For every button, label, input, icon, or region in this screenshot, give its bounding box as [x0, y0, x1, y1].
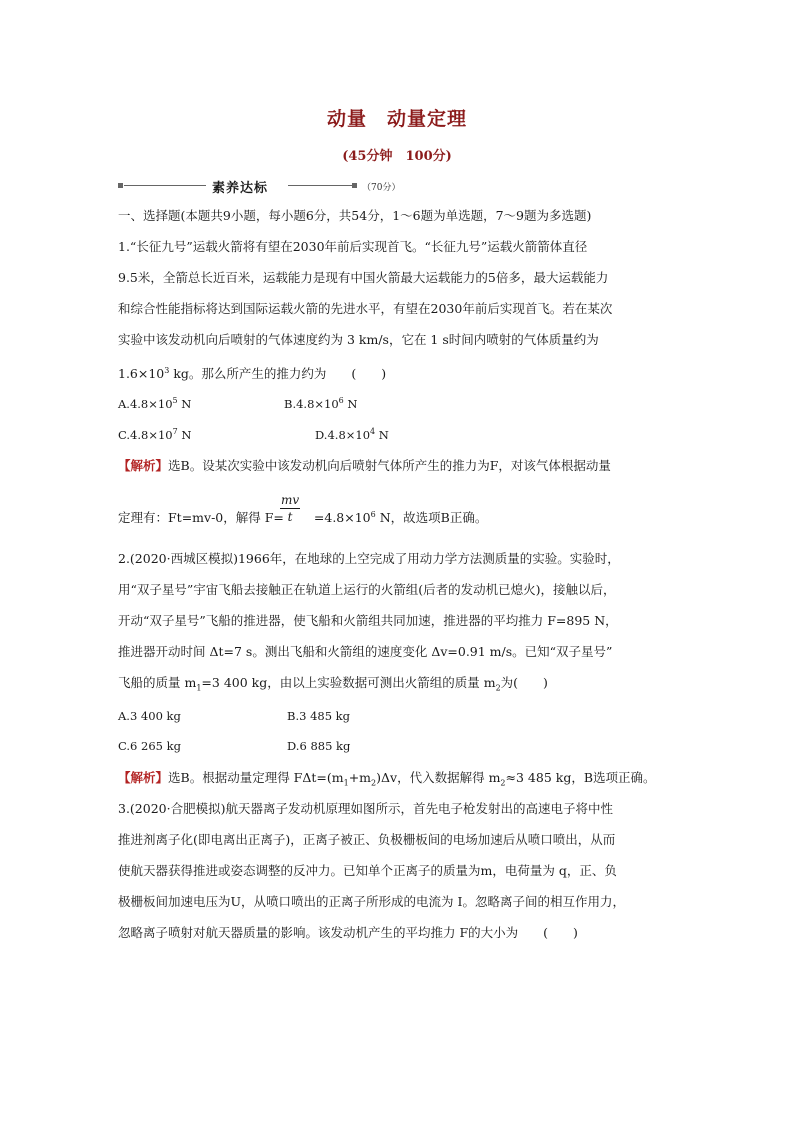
q1-line-last: [118, 362, 678, 383]
q1-line: 1.“长征九号”运载火箭将有望在2030年前后实现首飞。“长征九号”运载火箭箭体直径: [118, 239, 588, 254]
section-points: （70分）: [362, 183, 401, 193]
q2-option-a: A.3 400 kg: [118, 709, 181, 723]
part1-heading: 一、选择题(本题共9小题，每小题6分，共54分，1～6题为单选题，7～9题为多选题): [118, 208, 592, 223]
q1-option-b: $B.4.8\times 10^6$ N: [284, 396, 358, 411]
q2-line: 开动“双子星号”飞船的推进器，使飞船和火箭组共同加速，推进器的平均推力 F=895 N，: [118, 613, 618, 628]
q2-line: 2.(2020·西城区模拟)1966年，在地球的上空完成了用动力学方法测质量的实验。实验时，: [118, 551, 620, 566]
q1-analysis-line1: 【解析】选B。设某次实验中该发动机向后喷射气体所产生的推力为F，对该气体根据动量: [118, 458, 611, 473]
page-title: 动量 动量定理: [326, 108, 467, 130]
banner-right-line: [288, 185, 352, 186]
analysis-tag: 【解析】: [118, 770, 169, 785]
q2-option-d: D.6 885 kg: [287, 739, 351, 753]
q2-line-last: 飞船的质量 $m_1=3$ 400 kg，由以上实验数据可测出火箭组的质量 $m_2$为( ): [118, 675, 548, 693]
banner-left-line: [124, 185, 206, 186]
q1-option-d: $D.4.8\times 10^4$ N: [315, 427, 389, 442]
q2-option-b: B.3 485 kg: [287, 709, 351, 723]
q3-line: 使航天器获得推进或姿态调整的反冲力。已知单个正离子的质量为m，电荷量为 q，正、负: [118, 863, 617, 878]
banner-right-dot: [352, 183, 357, 188]
q1-question-tail: kg。那么所产生的推力约为 ( ): [169, 366, 387, 382]
section-label: 素养达标: [212, 181, 269, 196]
q3-line: 3.(2020·合肥模拟)航天器离子发动机原理如图所示，首先电子枪发射出的高速电子将中性: [118, 801, 613, 816]
q3-line: 推进剂离子化(即电离出正离子)，正离子被正、负极栅板间的电场加速后从喷口喷出，从而: [118, 832, 616, 847]
q1-option-c: $C.4.8\times 10^7$ N: [118, 427, 192, 442]
q1-mass-exp: 3: [164, 366, 170, 375]
page-subtitle: (45分钟 100分): [342, 149, 452, 164]
q1-line: 9.5米，全箭总长近百米，运载能力是现有中国火箭最大运载能力的5倍多，最大运载能力: [118, 270, 609, 285]
q1-fraction: [280, 492, 300, 525]
q2-analysis: 【解析】选B。根据动量定理得 $F\Delta t=(m_1+m_2)\Delta v$，代入数据解得 $m_2\approx 3$ 485 kg，B选项正确。: [118, 770, 656, 788]
banner-left-dot: [118, 183, 123, 188]
fraction-numerator: mv: [281, 493, 300, 507]
q3-line: 极栅板间加速电压为U，从喷口喷出的正离子所形成的电流为 I。忽略离子间的相互作用力，: [118, 894, 625, 909]
q2-line: 用“双子星号”宇宙飞船去接触正在轨道上运行的火箭组(后者的发动机已熄火)，接触以后，: [118, 582, 616, 597]
q3-line: 忽略离子喷射对航天器质量的影响。该发动机产生的平均推力 F的大小为 ( ): [118, 925, 578, 940]
section-banner: [118, 176, 418, 196]
q1-option-a: $A.4.8\times 10^5$ N: [118, 396, 192, 411]
analysis-tag: 【解析】: [118, 458, 169, 473]
q2-line: 推进器开动时间 Δt=7 s。测出飞船和火箭组的速度变化 Δv=0.91 m/s。已知“双子星号”: [118, 644, 613, 659]
fraction-denominator: t: [287, 510, 293, 524]
q1-analysis-line2: 定理有：Ft=mv-0，解得 $F= =4.8\times 10^6$ N，故选项B正确。: [118, 510, 488, 526]
q1-line: 实验中该发动机向后喷射的气体速度约为 3 km/s，它在 1 s时间内喷射的气体质量约为: [118, 332, 599, 347]
q1-mass-value: 1.6×10: [118, 366, 165, 382]
q2-option-c: C.6 265 kg: [118, 739, 181, 753]
q1-line: 和综合性能指标将达到国际运载火箭的先进水平，有望在2030年前后实现首飞。若在某次: [118, 301, 613, 316]
